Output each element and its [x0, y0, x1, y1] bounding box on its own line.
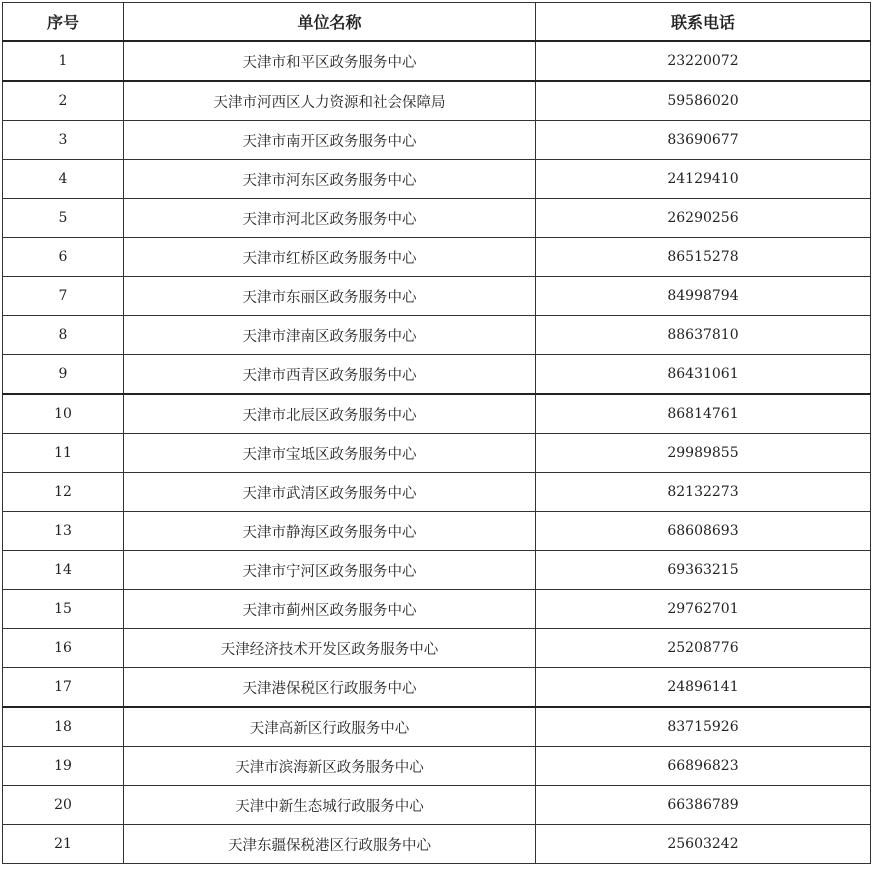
row-index: 18 — [3, 707, 124, 747]
row-index: 13 — [3, 512, 124, 551]
row-unit-name: 天津市宝坻区政务服务中心 — [124, 434, 536, 473]
table-row — [3, 551, 871, 590]
row-index: 12 — [3, 473, 124, 512]
table-header — [3, 3, 871, 42]
row-phone: 24896141 — [536, 668, 871, 708]
row-index: 3 — [3, 121, 124, 160]
table-row — [3, 355, 871, 395]
row-index: 19 — [3, 747, 124, 786]
table-row — [3, 825, 871, 864]
row-phone: 69363215 — [536, 551, 871, 590]
row-phone: 86515278 — [536, 238, 871, 277]
header-row — [3, 3, 871, 42]
table-row — [3, 434, 871, 473]
row-unit-name: 天津东疆保税港区行政服务中心 — [124, 825, 536, 864]
row-unit-name: 天津市河西区人力资源和社会保障局 — [124, 81, 536, 121]
row-unit-name: 天津中新生态城行政服务中心 — [124, 786, 536, 825]
row-phone: 66386789 — [536, 786, 871, 825]
row-phone: 86431061 — [536, 355, 871, 395]
row-unit-name: 天津市红桥区政务服务中心 — [124, 238, 536, 277]
table-row — [3, 199, 871, 238]
row-index: 8 — [3, 316, 124, 355]
row-unit-name: 天津市西青区政务服务中心 — [124, 355, 536, 395]
row-unit-name: 天津港保税区行政服务中心 — [124, 668, 536, 708]
table-row — [3, 668, 871, 708]
row-unit-name: 天津市南开区政务服务中心 — [124, 121, 536, 160]
table-row — [3, 81, 871, 121]
row-unit-name: 天津市静海区政务服务中心 — [124, 512, 536, 551]
row-index: 4 — [3, 160, 124, 199]
table-row — [3, 512, 871, 551]
row-unit-name: 天津市武清区政务服务中心 — [124, 473, 536, 512]
table-row — [3, 747, 871, 786]
row-phone: 25603242 — [536, 825, 871, 864]
row-phone: 68608693 — [536, 512, 871, 551]
row-phone: 29989855 — [536, 434, 871, 473]
row-phone: 24129410 — [536, 160, 871, 199]
table-row — [3, 238, 871, 277]
table-row — [3, 121, 871, 160]
row-unit-name: 天津市滨海新区政务服务中心 — [124, 747, 536, 786]
row-index: 20 — [3, 786, 124, 825]
row-index: 2 — [3, 81, 124, 121]
table-row — [3, 277, 871, 316]
table-body — [3, 41, 871, 864]
header-phone: 联系电话 — [536, 3, 871, 42]
row-index: 14 — [3, 551, 124, 590]
row-unit-name: 天津市东丽区政务服务中心 — [124, 277, 536, 316]
row-phone: 23220072 — [536, 41, 871, 81]
row-phone: 83715926 — [536, 707, 871, 747]
header-index: 序号 — [3, 3, 124, 42]
row-phone: 88637810 — [536, 316, 871, 355]
row-phone: 26290256 — [536, 199, 871, 238]
table-row — [3, 629, 871, 668]
row-index: 21 — [3, 825, 124, 864]
row-index: 17 — [3, 668, 124, 708]
row-phone: 86814761 — [536, 394, 871, 434]
table-row — [3, 590, 871, 629]
table-row — [3, 41, 871, 81]
row-unit-name: 天津市和平区政务服务中心 — [124, 41, 536, 81]
row-index: 10 — [3, 394, 124, 434]
row-phone: 59586020 — [536, 81, 871, 121]
header-unit-name: 单位名称 — [124, 3, 536, 42]
row-phone: 29762701 — [536, 590, 871, 629]
row-unit-name: 天津市津南区政务服务中心 — [124, 316, 536, 355]
row-unit-name: 天津市河东区政务服务中心 — [124, 160, 536, 199]
table-row — [3, 394, 871, 434]
row-index: 6 — [3, 238, 124, 277]
row-index: 5 — [3, 199, 124, 238]
row-index: 11 — [3, 434, 124, 473]
row-phone: 83690677 — [536, 121, 871, 160]
row-index: 15 — [3, 590, 124, 629]
row-index: 9 — [3, 355, 124, 395]
row-unit-name: 天津市河北区政务服务中心 — [124, 199, 536, 238]
row-phone: 82132273 — [536, 473, 871, 512]
row-unit-name: 天津市宁河区政务服务中心 — [124, 551, 536, 590]
row-index: 7 — [3, 277, 124, 316]
row-unit-name: 天津市蓟州区政务服务中心 — [124, 590, 536, 629]
table-row — [3, 160, 871, 199]
row-phone: 84998794 — [536, 277, 871, 316]
table-row — [3, 316, 871, 355]
row-index: 1 — [3, 41, 124, 81]
row-unit-name: 天津高新区行政服务中心 — [124, 707, 536, 747]
table-row — [3, 786, 871, 825]
row-unit-name: 天津经济技术开发区政务服务中心 — [124, 629, 536, 668]
row-phone: 66896823 — [536, 747, 871, 786]
table-row — [3, 473, 871, 512]
table-row — [3, 707, 871, 747]
row-index: 16 — [3, 629, 124, 668]
row-unit-name: 天津市北辰区政务服务中心 — [124, 394, 536, 434]
row-phone: 25208776 — [536, 629, 871, 668]
contact-table — [2, 2, 871, 864]
